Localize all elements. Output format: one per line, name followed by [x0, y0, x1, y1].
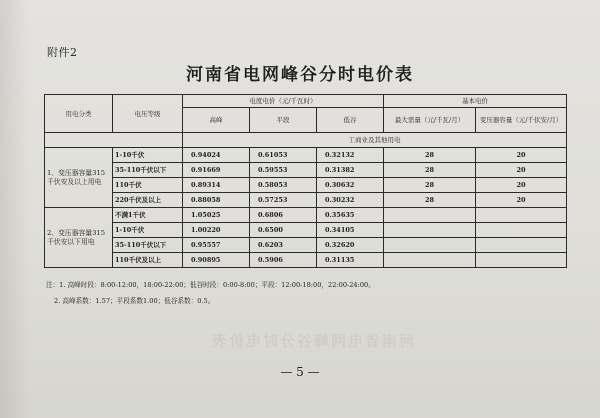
voltage-cell: 220千伏及以上	[113, 193, 183, 208]
demand-cell: 28	[384, 148, 476, 163]
header-transformer-capacity: 变压器容量（元/千伏安/月）	[476, 108, 567, 133]
table-row	[45, 148, 567, 163]
peak-cell: 1.00220	[183, 223, 250, 238]
capacity-cell: 20	[476, 178, 567, 193]
peak-cell: 1.05025	[183, 208, 250, 223]
header-voltage: 电压等级	[113, 95, 183, 133]
voltage-cell: 35-110千伏以下	[113, 238, 183, 253]
price-table	[44, 94, 567, 268]
header-peak: 高峰	[183, 108, 250, 133]
note-time-periods: 注：1. 高峰时段：8:00-12:00，18:00-22:00；低谷时段：0:00-8:00；平段：12:00-18:00，22:00-24:00。	[46, 281, 375, 289]
peak-cell: 0.90895	[183, 253, 250, 268]
header-energy-price: 电度电价（元/千瓦时）	[183, 95, 384, 108]
demand-cell: 28	[384, 163, 476, 178]
valley-cell: 0.34105	[317, 223, 384, 238]
valley-cell: 0.30632	[317, 178, 384, 193]
bleed-through-text: 河南省电网峰谷分时电价表	[210, 332, 415, 350]
table-row	[45, 178, 567, 193]
voltage-cell: 1-10千伏	[113, 148, 183, 163]
valley-cell: 0.32132	[317, 148, 384, 163]
peak-cell: 0.91669	[183, 163, 250, 178]
category-cell: 1、变压器容量315千伏安及以上用电	[45, 148, 113, 208]
header-basic-price: 基本电价	[384, 95, 567, 108]
voltage-cell: 1-10千伏	[113, 223, 183, 238]
flat-cell: 0.6500	[250, 223, 317, 238]
table-header-row	[45, 95, 567, 108]
voltage-cell: 110千伏及以上	[113, 253, 183, 268]
valley-cell: 0.30232	[317, 193, 384, 208]
capacity-cell: 20	[476, 163, 567, 178]
flat-cell: 0.61053	[250, 148, 317, 163]
table-row	[45, 163, 567, 178]
voltage-cell: 35-110千伏以下	[113, 163, 183, 178]
demand-cell: 28	[384, 193, 476, 208]
valley-cell: 0.31382	[317, 163, 384, 178]
capacity-cell	[476, 238, 567, 253]
document-title: 河南省电网峰谷分时电价表	[186, 65, 414, 85]
section-row	[45, 133, 567, 148]
table-row	[45, 208, 567, 223]
valley-cell: 0.32620	[317, 238, 384, 253]
header-flat: 平段	[250, 108, 317, 133]
voltage-cell: 110千伏	[113, 178, 183, 193]
valley-cell: 0.35635	[317, 208, 384, 223]
capacity-cell	[476, 208, 567, 223]
voltage-cell: 不满1千伏	[113, 208, 183, 223]
capacity-cell	[476, 253, 567, 268]
peak-cell: 0.95557	[183, 238, 250, 253]
note-coefficients: 2. 高峰系数：1.57；平段系数1.00；低谷系数：0.5。	[54, 297, 215, 305]
flat-cell: 0.6203	[250, 238, 317, 253]
demand-cell: 28	[384, 178, 476, 193]
peak-cell: 0.89314	[183, 178, 250, 193]
capacity-cell	[476, 223, 567, 238]
valley-cell: 0.31135	[317, 253, 384, 268]
capacity-cell: 20	[476, 148, 567, 163]
flat-cell: 0.6806	[250, 208, 317, 223]
demand-cell	[384, 238, 476, 253]
header-valley: 低谷	[317, 108, 384, 133]
demand-cell	[384, 223, 476, 238]
page-number: — 5 —	[280, 365, 320, 379]
peak-cell: 0.88058	[183, 193, 250, 208]
flat-cell: 0.59553	[250, 163, 317, 178]
table-row	[45, 193, 567, 208]
table-row	[45, 223, 567, 238]
category-cell: 2、变压器容量315千伏安以下用电	[45, 208, 113, 268]
notes-block	[46, 277, 375, 309]
flat-cell: 0.57253	[250, 193, 317, 208]
flat-cell: 0.58053	[250, 178, 317, 193]
table-row	[45, 238, 567, 253]
attachment-label: 附件2	[47, 46, 78, 59]
demand-cell	[384, 208, 476, 223]
flat-cell: 0.5906	[250, 253, 317, 268]
capacity-cell: 20	[476, 193, 567, 208]
section-title: 工商业及其他用电	[183, 133, 567, 148]
peak-cell: 0.94024	[183, 148, 250, 163]
section-blank	[45, 133, 183, 148]
table-row	[45, 253, 567, 268]
header-max-demand: 最大需量（元/千瓦/月）	[384, 108, 476, 133]
demand-cell	[384, 253, 476, 268]
header-category: 用电分类	[45, 95, 113, 133]
